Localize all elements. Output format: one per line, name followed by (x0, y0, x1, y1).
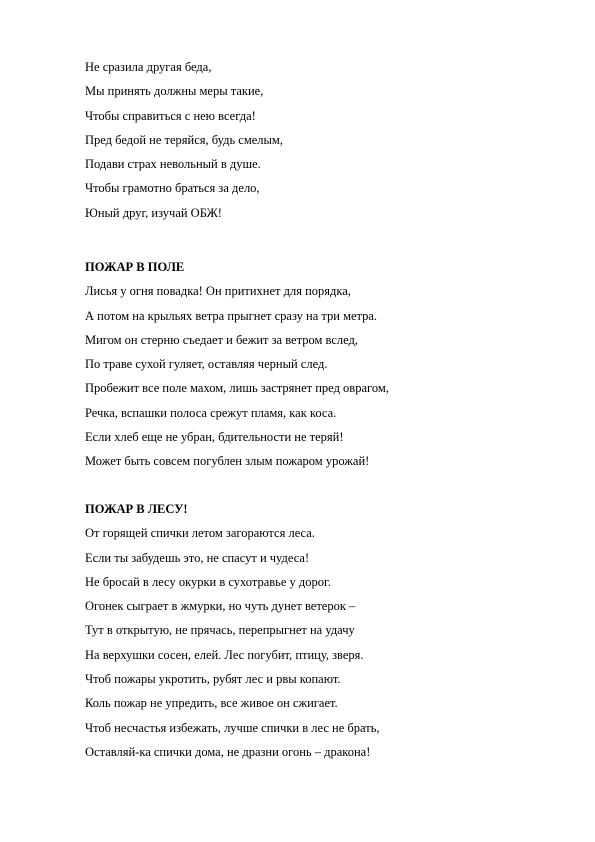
section-heading: ПОЖАР В ЛЕСУ! (85, 502, 188, 516)
poem-line: Коль пожар не упредить, все живое он сжигает. (85, 696, 338, 711)
poem-line: Юный друг, изучай ОБЖ! (85, 205, 222, 220)
poem-line: Подави страх невольный в душе. (85, 157, 261, 172)
section-heading: ПОЖАР В ПОЛЕ (85, 260, 185, 274)
poem-line: Мы принять должны меры такие, (85, 84, 264, 99)
poem-line: По траве сухой гуляет, оставляя черный след. (85, 357, 328, 372)
field-fire-section (85, 255, 565, 474)
poem-line: Оставляй-ка спички дома, не дразни огонь – дракона! (85, 744, 371, 759)
poem-line: А потом на крыльях ветра прыгнет сразу на три метра. (85, 308, 378, 323)
poem-line: От горящей спички летом загораются леса. (85, 526, 315, 541)
poem-line: Мигом он стерню съедает и бежит за ветром вслед, (85, 332, 358, 347)
poem-line: Может быть совсем погублен злым пожаром урожай! (85, 454, 370, 469)
poem-line: Огонек сыграет в жмурки, но чуть дунет ветерок – (85, 599, 356, 614)
poem-line: Если хлеб еще не убран, бдительности не теряй! (85, 430, 344, 445)
poem-line: Лисья у огня повадка! Он притихнет для порядка, (85, 284, 351, 299)
poem-line: Чтобы справиться с нею всегда! (85, 108, 256, 123)
poem-line: Тут в открытую, не прячась, перепрыгнет на удачу (85, 623, 355, 638)
poem-line: Речка, вспашки полоса срежут пламя, как коса. (85, 405, 337, 420)
intro-stanza (85, 55, 565, 225)
poem-line: Не сразила другая беда, (85, 60, 212, 74)
poem-line: Не бросай в лесу окурки в сухотравье у дорог. (85, 574, 331, 589)
poem-line: Пред бедой не теряйся, будь смелым, (85, 132, 283, 147)
poem-line: Чтоб пожары укротить, рубят лес и рвы копают. (85, 672, 341, 687)
poem-line: Чтоб несчастья избежать, лучше спички в лес не брать, (85, 720, 380, 735)
forest-fire-section (85, 497, 565, 764)
poem-line: На верхушки сосен, елей. Лес погубит, птицу, зверя. (85, 647, 364, 662)
poem-line: Чтобы грамотно браться за дело, (85, 181, 260, 196)
poem-line: Пробежит все поле махом, лишь застрянет пред оврагом, (85, 381, 389, 396)
poem-line: Если ты забудешь это, не спасут и чудеса! (85, 550, 310, 565)
